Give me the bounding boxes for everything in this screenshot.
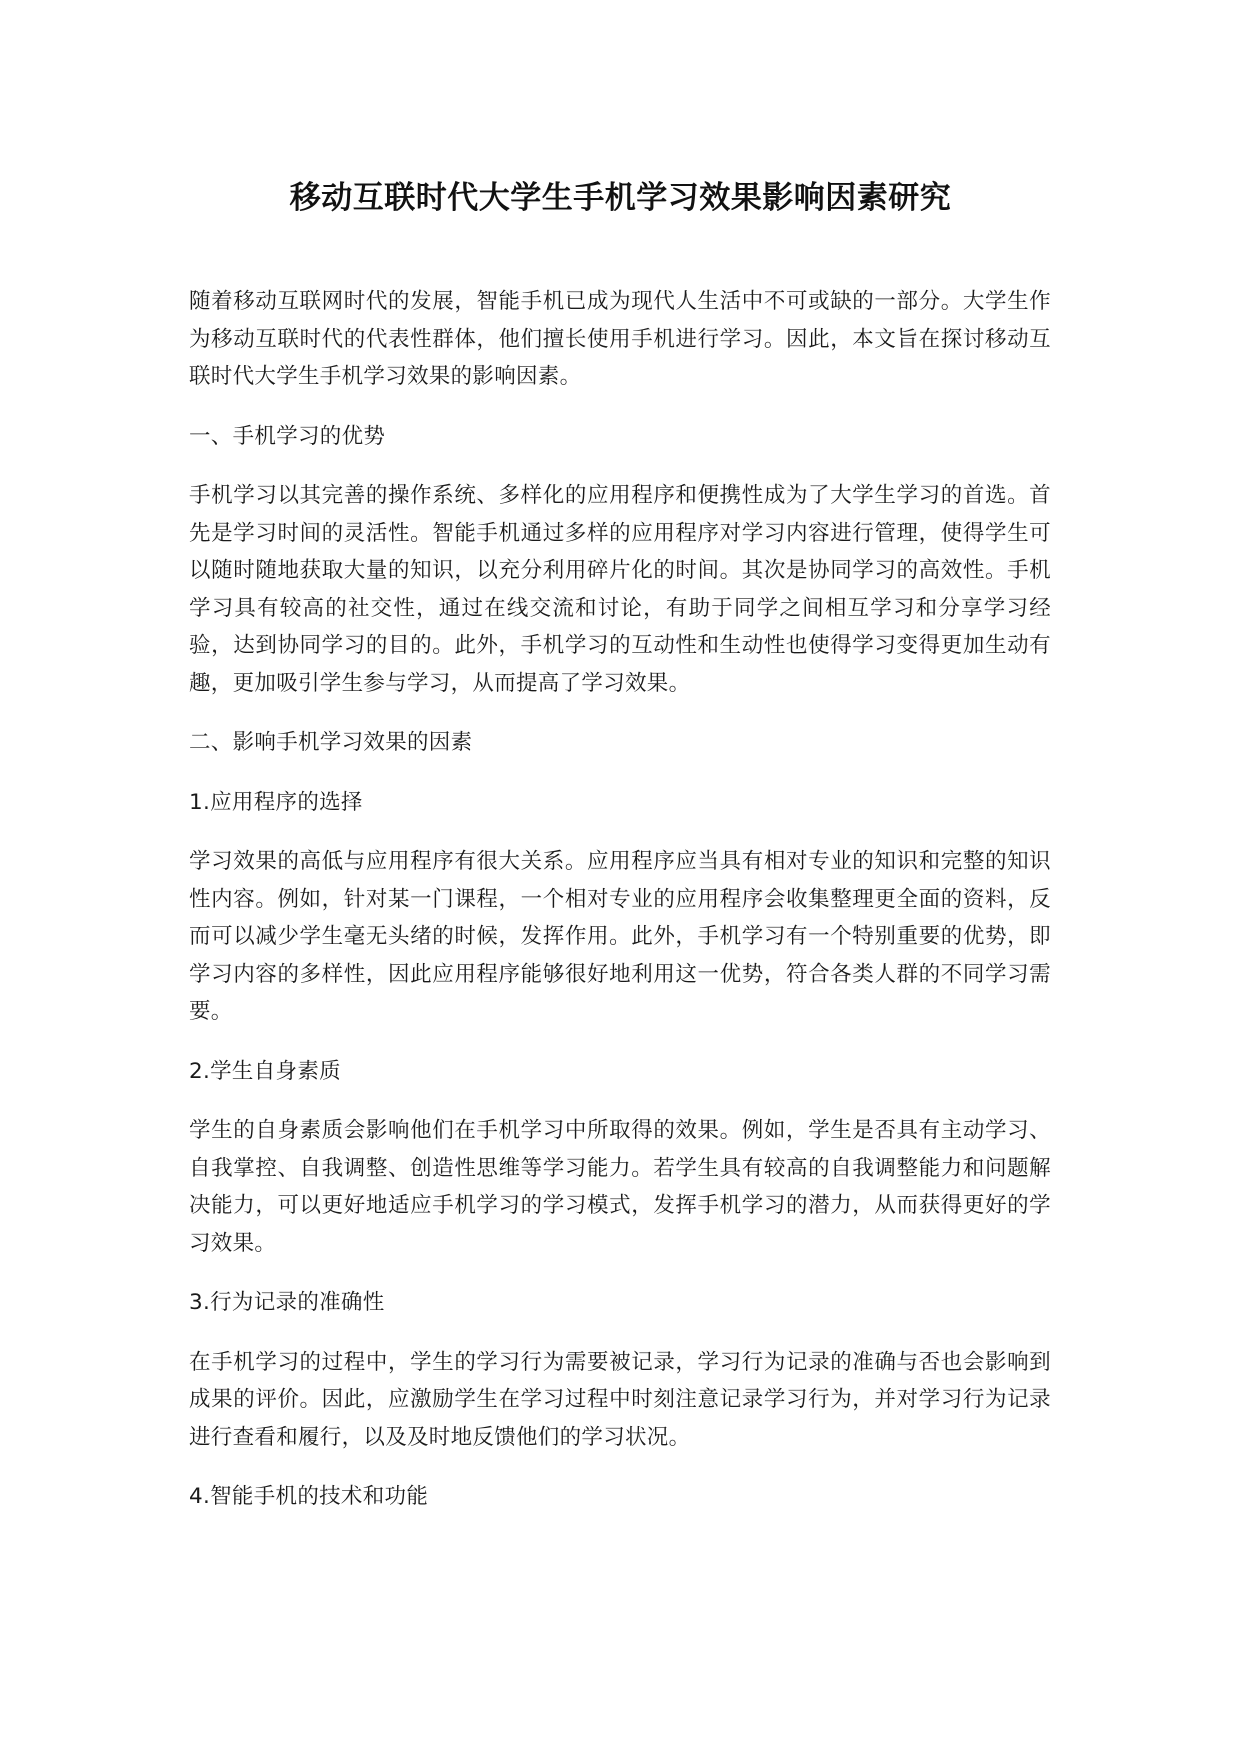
section-1-paragraph: 手机学习以其完善的操作系统、多样化的应用程序和便携性成为了大学生学习的首选。首先是学习时间的灵活性。智能手机通过多样的应用程序对学习内容进行管理，使得学生可以随时随地获取大量的知识，以充分利用碎片化的时间。其次是协同学习的高效性。手机学习具有较高的社交性，通过在线交流和讨论，有助于同学之间相互学习和分享学习经验，达到协同学习的目的。此外，手机学习的互动性和生动性也使得学习变得更加生动有趣，更加吸引学生参与学习，从而提高了学习效果。 [189,483,1051,696]
subsection-2-heading: 2.学生自身素质 [189,1058,341,1084]
section-1-heading: 一、手机学习的优势 [189,423,386,449]
subsection-2-paragraph: 学生的自身素质会影响他们在手机学习中所取得的效果。例如，学生是否具有主动学习、自我掌控、自我调整、创造性思维等学习能力。若学生具有较高的自我调整能力和问题解决能力，可以更好地适应手机学习的学习模式，发挥手机学习的潜力，从而获得更好的学习效果。 [189,1118,1051,1256]
subsection-3-paragraph: 在手机学习的过程中，学生的学习行为需要被记录，学习行为记录的准确与否也会影响到成果的评价。因此，应激励学生在学习过程中时刻注意记录学习行为，并对学习行为记录进行查看和履行，以及及时地反馈他们的学习状况。 [189,1349,1051,1450]
document-title: 移动互联时代大学生手机学习效果影响因素研究 [289,180,952,216]
document-body [189,283,1051,1538]
subsection-3-heading: 3.行为记录的准确性 [189,1290,385,1315]
section-2-heading: 二、影响手机学习效果的因素 [189,730,473,755]
subsection-4-heading: 4.智能手机的技术和功能 [189,1484,429,1509]
intro-paragraph: 随着移动互联网时代的发展，智能手机已成为现代人生活中不可或缺的一部分。大学生作为移动互联时代的代表性群体，他们擅长使用手机进行学习。因此，本文旨在探讨移动互联时代大学生手机学习效果的影响因素。 [189,289,1051,389]
subsection-1-paragraph: 学习效果的高低与应用程序有很大关系。应用程序应当具有相对专业的知识和完整的知识性内容。例如，针对某一门课程，一个相对专业的应用程序会收集整理更全面的资料，反而可以减少学生毫无头绪的时候，发挥作用。此外，手机学习有一个特别重要的优势，即学习内容的多样性，因此应用程序能够很好地利用这一优势，符合各类人群的不同学习需要。 [189,849,1051,1024]
subsection-1-heading: 1.应用程序的选择 [189,789,363,815]
